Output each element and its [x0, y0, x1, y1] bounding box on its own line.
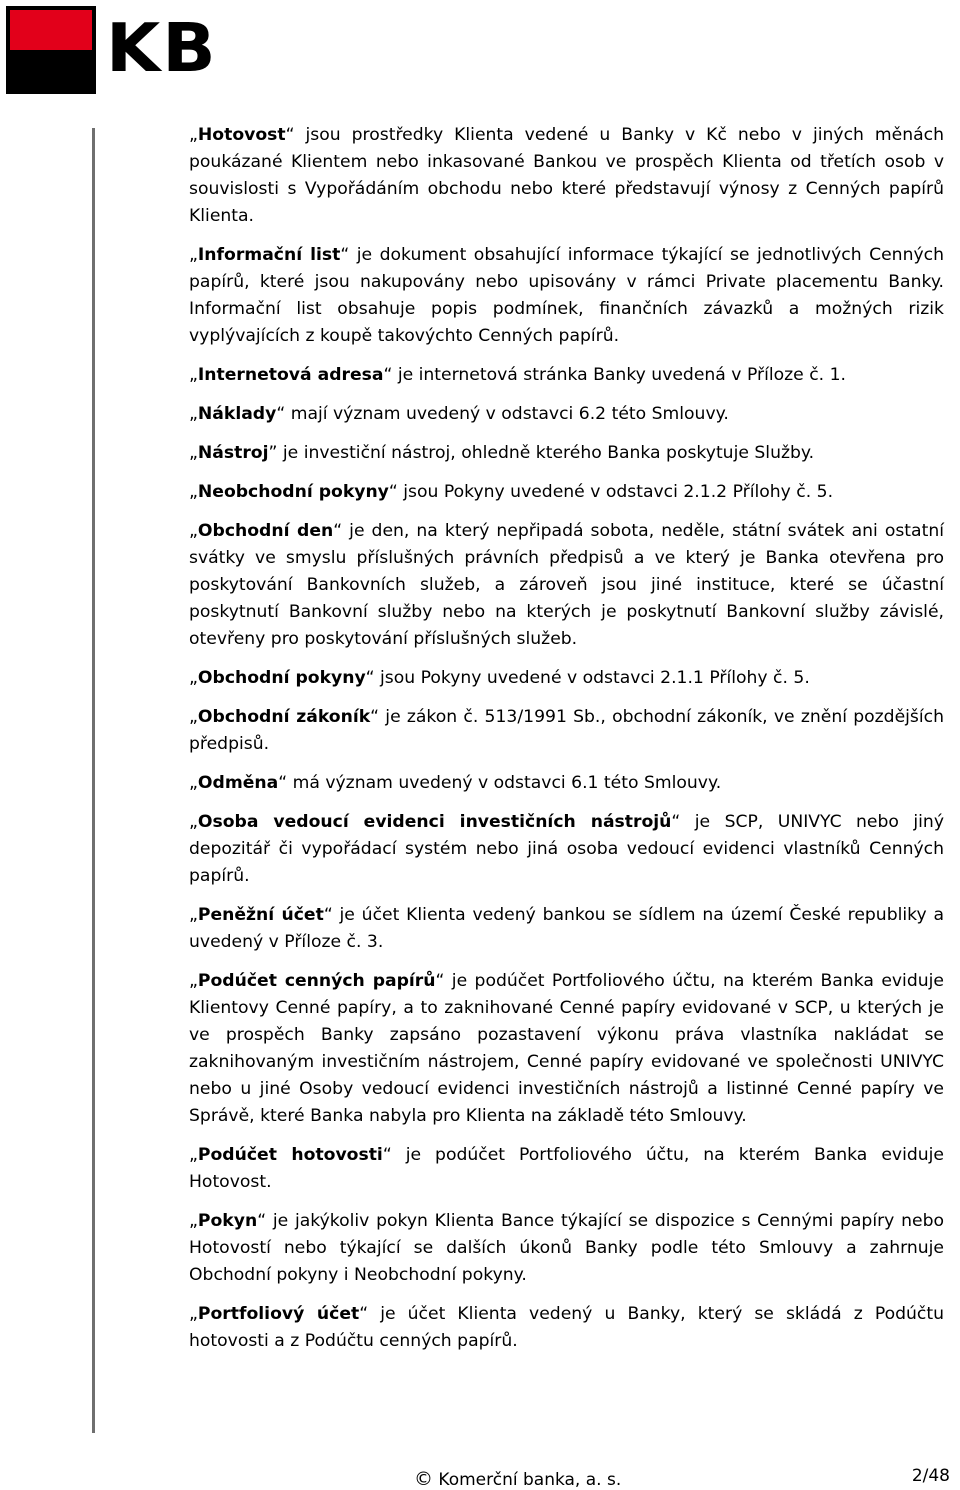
definitions-list — [189, 122, 944, 1355]
definition-item: „Osoba vedoucí evidenci investičních nástrojů“ je SCP, UNIVYC nebo jiný depozitář či vypořádací systém nebo jiná osoba vedoucí evidenci vlastníků Cenných papírů. — [189, 812, 944, 886]
definition-item: „Peněžní účet“ je účet Klienta vedený bankou se sídlem na území České republiky a uvedený v Příloze č. 3. — [189, 905, 945, 952]
definition-term: Náklady — [197, 404, 277, 424]
definition-item: „Pokyn“ je jakýkoliv pokyn Klienta Bance týkající se dispozice s Cennými papíry nebo Hotovostí nebo týkající se dalších úkonů Banky podle této Smlouvy a zahrnuje Obchodní pokyny i Neobchodní pokyny. — [189, 1211, 944, 1285]
closing-quote: “ — [333, 521, 343, 541]
closing-quote: “ — [276, 404, 286, 424]
definition-term: Nástroj — [197, 443, 269, 463]
closing-quote: “ — [323, 905, 333, 925]
footer-company — [414, 1468, 621, 1490]
definition-text: je den, na který nepřipadá sobota, neděle, státní svátek ani ostatní svátky ve smyslu příslušných právních předpisů a ve který je Banka otevřena pro poskytování Bankovních služeb, a zároveň jsou jiné instituce, které se účastní poskytnutí Bankovní služby nebo na kterých je poskytnutí Bankovní služby závislé, otevřeny pro poskytování příslušných služeb. — [189, 521, 944, 649]
closing-quote: “ — [285, 125, 295, 145]
definition-item: „Nástroj” je investiční nástroj, ohledně kterého Banka poskytuje Služby. — [189, 443, 815, 463]
logo-red-square — [6, 6, 96, 94]
closing-quote: “ — [340, 245, 350, 265]
logo-wordmark: KB — [106, 9, 218, 87]
footer-company-name: Komerční banka, a. s. — [433, 1470, 622, 1490]
definition-text: je zákon č. 513/1991 Sb., obchodní zákoník, ve znění pozdějších předpisů. — [189, 707, 945, 754]
definition-term: Obchodní zákoník — [197, 707, 371, 727]
closing-quote: “ — [383, 365, 393, 385]
definition-text: jsou Pokyny uvedené v odstavci 2.1.1 Přílohy č. 5. — [374, 668, 810, 688]
closing-quote: ” — [268, 443, 278, 463]
definition-term: Portfoliový účet — [197, 1304, 360, 1324]
definition-term: Hotovost — [197, 125, 286, 145]
definition-item: „Obchodní den“ je den, na který nepřipadá sobota, neděle, státní svátek ani ostatní svátky ve smyslu příslušných právních předpisů a ve který je Banka otevřena pro poskytování Bankovních služeb, a zároveň jsou jiné instituce, které se účastní poskytnutí Bankovní služby nebo na kterých je poskytnutí Bankovní služby závislé, otevřeny pro poskytování příslušných služeb. — [189, 521, 944, 649]
closing-quote: “ — [359, 1304, 369, 1324]
definition-item: „Informační list“ je dokument obsahující informace týkající se jednotlivých Cenných papírů, které jsou nakupovány nebo upisovány v rámci Private placementu Banky. Informační list obsahuje popis podmínek, finančních závazků a možných rizik vyplývajících z koupě takovýchto Cenných papírů. — [189, 245, 944, 346]
definition-term: Podúčet cenných papírů — [197, 971, 436, 991]
closing-quote: “ — [388, 482, 398, 502]
definition-term: Obchodní den — [197, 521, 334, 541]
definition-text: mají význam uvedený v odstavci 6.2 této Smlouvy. — [285, 404, 729, 424]
definition-item: „Hotovost“ jsou prostředky Klienta vedené u Banky v Kč nebo v jiných měnách poukázané Klientem nebo inkasované Bankou ve prospěch Klienta od třetích osob v souvislosti s Vypořádáním obchodu nebo které představují výnosy z Cenných papírů Klienta. — [189, 125, 944, 226]
closing-quote: “ — [278, 773, 288, 793]
definition-text: je účet Klienta vedený bankou se sídlem na území České republiky a uvedený v Příloze č. 3. — [189, 905, 945, 952]
definition-term: Informační list — [197, 245, 341, 265]
definition-text: je podúčet Portfoliového účtu, na kterém Banka eviduje Klientovy Cenné papíry, a to zaknihované Cenné papíry evidované v SCP, u kterých je ve prospěch Banky zapsáno pozastavení výkonu práva vlastníka nakládat se zaknihovaným investičním nástrojem, Cenné papíry evidované ve společnosti UNIVYC nebo u jiné Osoby vedoucí evidenci investičních nástrojů a listinné Cenné papíry ve Správě, které Banka nabyla pro Klienta na základě této Smlouvy. — [189, 971, 944, 1126]
closing-quote: “ — [257, 1211, 267, 1231]
definition-text: je dokument obsahující informace týkající se jednotlivých Cenných papírů, které jsou nakupovány nebo upisovány v rámci Private placementu Banky. Informační list obsahuje popis podmínek, finančních závazků a možných rizik vyplývajících z koupě takovýchto Cenných papírů. — [189, 245, 944, 346]
definition-text: má význam uvedený v odstavci 6.1 této Smlouvy. — [287, 773, 722, 793]
definition-text: jsou prostředky Klienta vedené u Banky v Kč nebo v jiných měnách poukázané Klientem nebo inkasované Bankou ve prospěch Klienta od třetích osob v souvislosti s Vypořádáním obchodu nebo které představují výnosy z Cenných papírů Klienta. — [189, 125, 944, 226]
definition-term: Pokyn — [197, 1211, 258, 1231]
definition-term: Podúčet hotovosti — [197, 1145, 383, 1165]
definition-item: „Náklady“ mají význam uvedený v odstavci 6.2 této Smlouvy. — [189, 404, 729, 424]
definition-item: „Internetová adresa“ je internetová stránka Banky uvedená v Příloze č. 1. — [189, 365, 846, 385]
definition-item: „Podúčet cenných papírů“ je podúčet Portfoliového účtu, na kterém Banka eviduje Klientovy Cenné papíry, a to zaknihované Cenné papíry evidované v SCP, u kterých je ve prospěch Banky zapsáno pozastavení výkonu práva vlastníka nakládat se zaknihovaným investičním nástrojem, Cenné papíry evidované ve společnosti UNIVYC nebo u jiné Osoby vedoucí evidenci investičních nástrojů a listinné Cenné papíry ve Správě, které Banka nabyla pro Klienta na základě této Smlouvy. — [189, 971, 944, 1126]
definition-item: „Podúčet hotovosti“ je podúčet Portfoliového účtu, na kterém Banka eviduje Hotovost. — [189, 1145, 944, 1192]
page-number: 2/48 — [911, 1466, 950, 1486]
definition-text: je internetová stránka Banky uvedená v Příloze č. 1. — [392, 365, 846, 385]
definition-term: Odměna — [197, 773, 279, 793]
closing-quote: “ — [382, 1145, 392, 1165]
definition-item: „Obchodní pokyny“ jsou Pokyny uvedené v odstavci 2.1.1 Přílohy č. 5. — [189, 668, 810, 688]
definition-text: je podúčet Portfoliového účtu, na kterém Banka eviduje Hotovost. — [189, 1145, 944, 1192]
definition-item: „Odměna“ má význam uvedený v odstavci 6.1 této Smlouvy. — [189, 773, 722, 793]
definition-item: „Neobchodní pokyny“ jsou Pokyny uvedené v odstavci 2.1.2 Přílohy č. 5. — [189, 482, 834, 502]
definition-item: „Obchodní zákoník“ je zákon č. 513/1991 Sb., obchodní zákoník, ve znění pozdějších předpisů. — [189, 707, 945, 754]
copyright-icon: © — [414, 1468, 433, 1490]
closing-quote: “ — [365, 668, 375, 688]
definition-item: „Portfoliový účet“ je účet Klienta vedený u Banky, který se skládá z Podúčtu hotovosti a z Podúčtu cenných papírů. — [189, 1304, 944, 1351]
closing-quote: “ — [435, 971, 445, 991]
closing-quote: “ — [671, 812, 681, 832]
margin-rule — [92, 128, 95, 1433]
kb-logo — [6, 6, 266, 94]
definition-text: jsou Pokyny uvedené v odstavci 2.1.2 Přílohy č. 5. — [397, 482, 834, 502]
definition-term: Osoba vedoucí evidenci investičních nástrojů — [197, 812, 672, 832]
definition-text: je SCP, UNIVYC nebo jiný depozitář či vypořádací systém nebo jiná osoba vedoucí evidenci vlastníků Cenných papírů. — [189, 812, 944, 886]
definition-term: Obchodní pokyny — [197, 668, 366, 688]
definition-text: je jakýkoliv pokyn Klienta Bance týkající se dispozice s Cennými papíry nebo Hotovostí nebo týkající se dalších úkonů Banky podle této Smlouvy a zahrnuje Obchodní pokyny i Neobchodní pokyny. — [189, 1211, 944, 1285]
closing-quote: “ — [370, 707, 380, 727]
definition-term: Peněžní účet — [197, 905, 324, 925]
definition-term: Neobchodní pokyny — [197, 482, 389, 502]
definition-term: Internetová adresa — [197, 365, 384, 385]
definition-text: je investiční nástroj, ohledně kterého Banka poskytuje Služby. — [277, 443, 815, 463]
definition-text: je účet Klienta vedený u Banky, který se skládá z Podúčtu hotovosti a z Podúčtu cenných papírů. — [189, 1304, 944, 1351]
